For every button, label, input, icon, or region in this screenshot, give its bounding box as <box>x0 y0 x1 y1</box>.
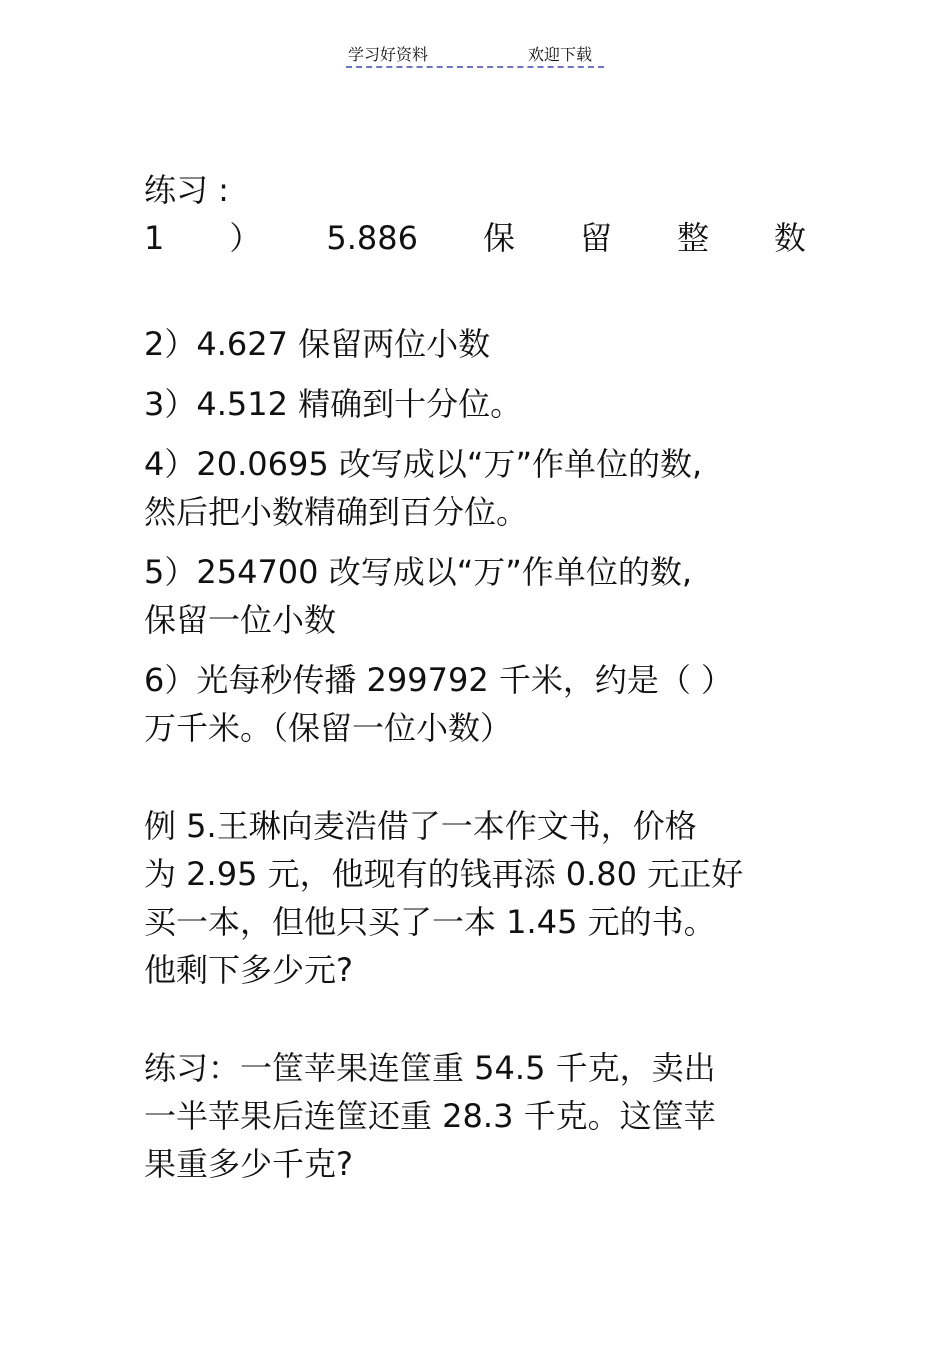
q1-char-2: 留 <box>579 219 612 257</box>
header-left-text: 学习好资料 <box>348 45 429 64</box>
question-5-line-1: 5）254700 改写成以“万”作单位的数, <box>144 553 693 591</box>
question-6-line-1: 6）光每秒传播 299792 千米，约是（ ） <box>144 661 734 699</box>
example-5-line-3: 买一本，但他只买了一本 1.45 元的书。 <box>144 903 716 941</box>
practice-line-3: 果重多少千克? <box>144 1145 353 1183</box>
example-5-line-2: 为 2.95 元，他现有的钱再添 0.80 元正好 <box>144 855 744 893</box>
question-4-line-2: 然后把小数精确到百分位。 <box>144 493 529 531</box>
page-header <box>346 40 604 68</box>
question-1 <box>144 214 806 262</box>
question-3: 3）4.512 精确到十分位。 <box>144 385 523 423</box>
question-4-line-1: 4）20.0695 改写成以“万”作单位的数, <box>144 445 703 483</box>
example-5-line-1: 例 5.王琳向麦浩借了一本作文书，价格 <box>144 807 697 845</box>
header-right-text: 欢迎下载 <box>528 45 593 64</box>
q1-paren: ） <box>229 219 262 257</box>
practice-line-1: 练习：一筐苹果连筐重 54.5 千克，卖出 <box>144 1049 716 1087</box>
q1-char-3: 整 <box>676 219 709 257</box>
question-5-line-2: 保留一位小数 <box>144 601 337 639</box>
question-2: 2）4.627 保留两位小数 <box>144 325 491 363</box>
exercise-title: 练习 : <box>144 171 229 209</box>
q1-char-4: 数 <box>773 219 806 257</box>
q1-char-1: 保 <box>482 219 515 257</box>
question-6-line-2: 万千米。（保留一位小数） <box>144 709 513 747</box>
q1-number: 1 <box>144 219 165 257</box>
document-body <box>144 166 814 1188</box>
q1-value: 5.886 <box>326 219 418 257</box>
practice-line-2: 一半苹果后连筐还重 28.3 千克。这筐苹 <box>144 1097 716 1135</box>
example-5-line-4: 他剩下多少元? <box>144 951 353 989</box>
